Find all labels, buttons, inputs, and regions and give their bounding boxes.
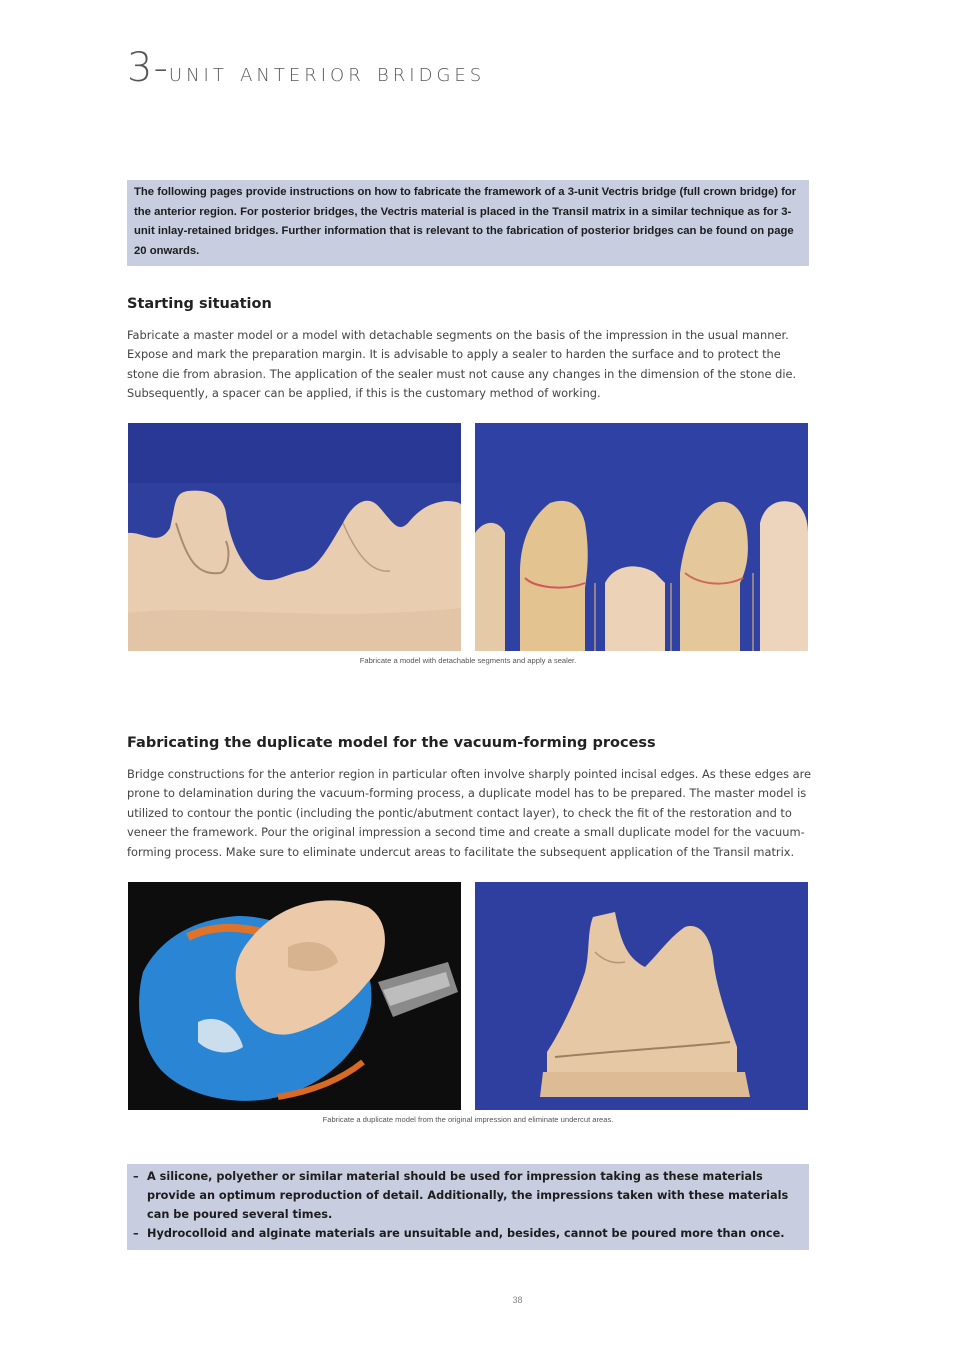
- paragraph-duplicate-model: Bridge constructions for the anterior region in particular often involve sharply pointed incisal edges. As these edges are prone to delamination during the vacuum-forming process, a duplicate model has to be prepared. The master model is utilized to contour the pontic (including the pontic/abutment contact layer), to check the fit of the restoration and to veneer the framework. Pour the original impression a second time and create a small duplicate model for the vacuum-forming process. Make sure to eliminate undercut areas to facilitate the subsequent application of the Transil matrix.: [127, 767, 812, 859]
- note-dash: –: [133, 1170, 139, 1183]
- paragraph-starting-situation: Fabricate a master model or a model with detachable segments on the basis of the impression in the usual manner. Expose and mark the preparation margin. It is advisable to apply a sealer to harden the surface and to protect the stone die from abrasion. The application of the sealer must not cause any changes in the dimension of the stone die. Subsequently, a spacer can be applied, if this is the customary method of working.: [127, 328, 797, 401]
- note-text: Hydrocolloid and alginate materials are unsuitable and, besides, cannot be poured more than once.: [147, 1227, 785, 1240]
- heading-starting-situation: Starting situation: [127, 296, 272, 312]
- heading-duplicate-model: Fabricating the duplicate model for the vacuum-forming process: [127, 735, 656, 751]
- photo-sealed-dies: [475, 423, 808, 651]
- intro-box: The following pages provide instructions on how to fabricate the framework of a 3-unit Vectris bridge (full crown bridge) for the anterior region. For posterior bridges, the Vectris material is placed in the Transil matrix in a similar technique as for 3-unit inlay-retained bridges. Further information that is relevant to the fabrication of posterior bridges can be found on page 20 onwards.: [127, 180, 809, 266]
- photo-impression-tray: [128, 882, 461, 1110]
- note-item: [133, 1224, 799, 1243]
- note-item: [133, 1167, 799, 1224]
- page-title: [127, 45, 486, 91]
- notes-box: [127, 1164, 809, 1250]
- page-number: 38: [512, 1295, 523, 1305]
- caption-photos-1: Fabricate a model with detachable segments and apply a sealer.: [359, 656, 577, 665]
- note-dash: –: [133, 1227, 139, 1240]
- caption-photos-2: Fabricate a duplicate model from the original impression and eliminate undercut areas.: [322, 1115, 614, 1124]
- photo-duplicate-model: [475, 882, 808, 1110]
- title-text: unit anterior bridges: [168, 58, 486, 88]
- photo-stone-model-abutments: [128, 423, 461, 651]
- note-text: A silicone, polyether or similar material should be used for impression taking as these materials provide an optimum reproduction of detail. Additionally, the impressions taken with these materials can be poured several times.: [147, 1170, 789, 1221]
- title-number: 3-: [127, 45, 169, 91]
